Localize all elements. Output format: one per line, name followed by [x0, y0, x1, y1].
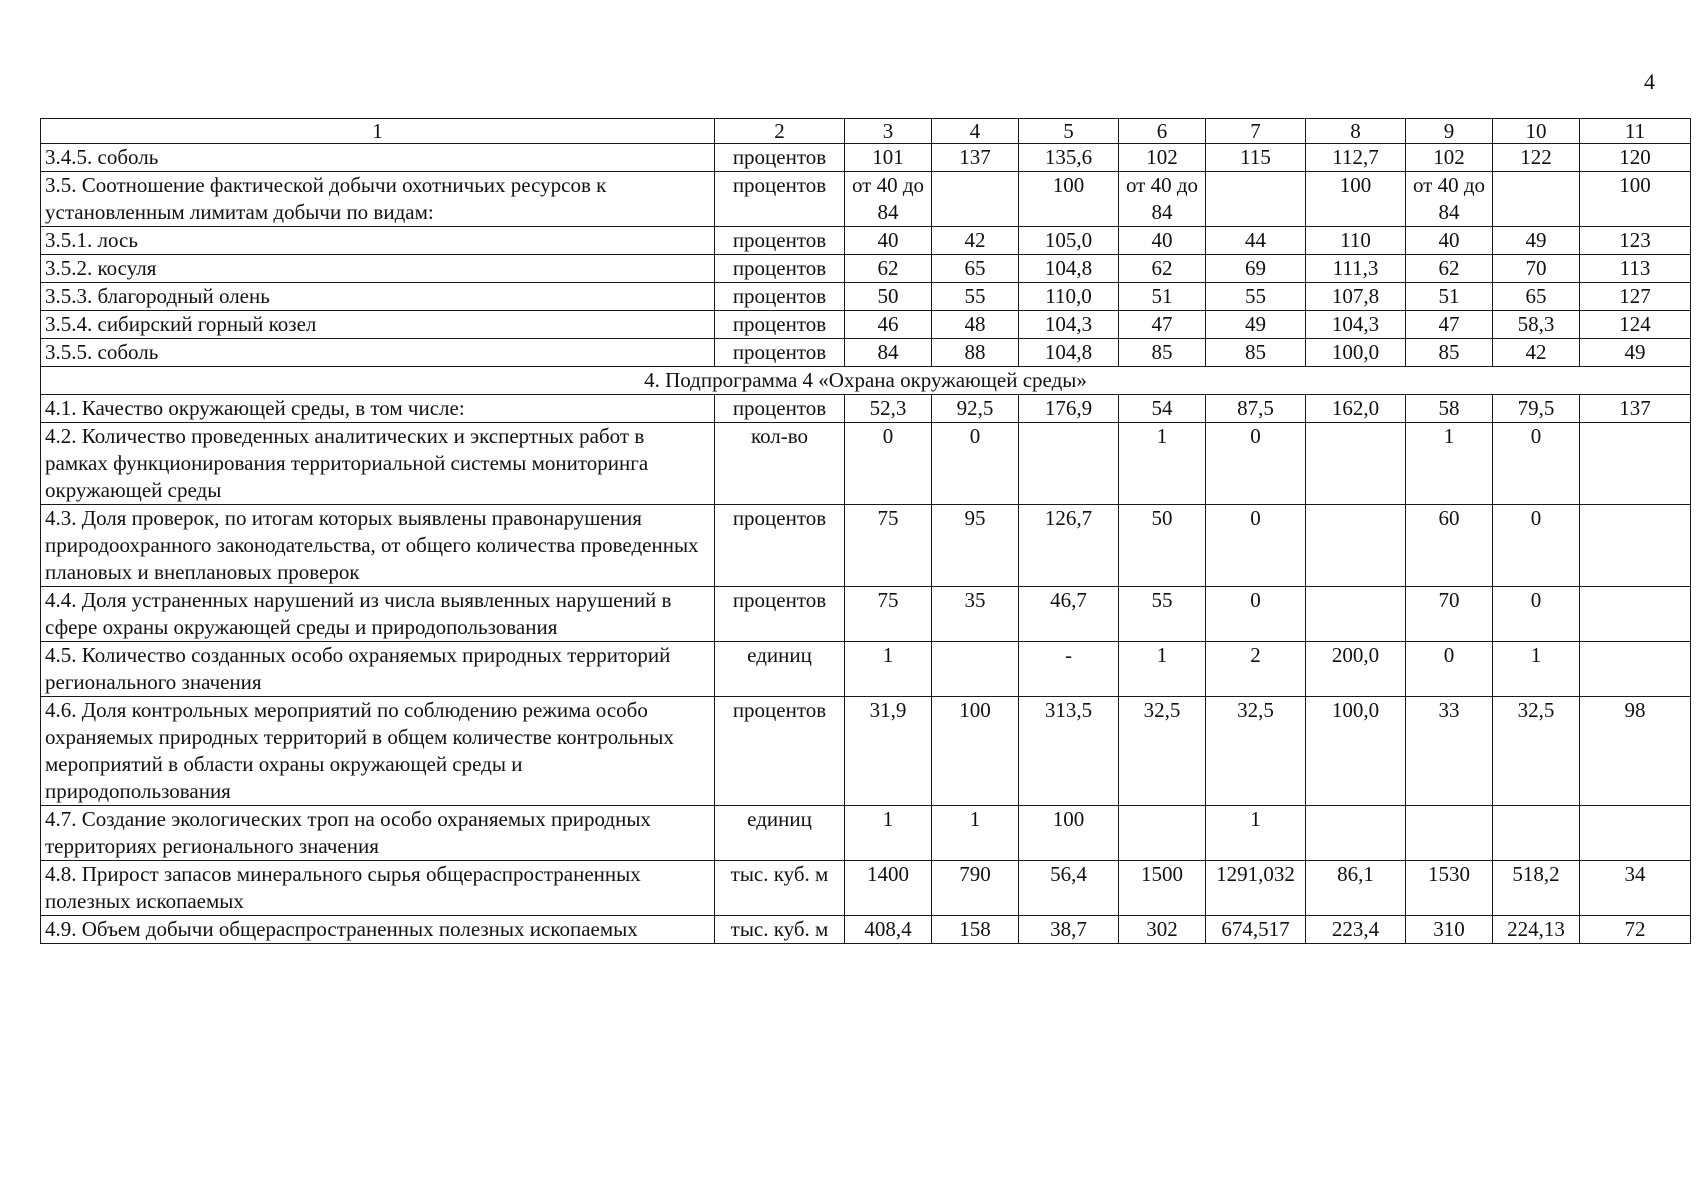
value-cell: 302 [1119, 916, 1206, 944]
value-cell: 105,0 [1019, 227, 1119, 255]
value-cell [1580, 642, 1691, 697]
value-cell [1580, 806, 1691, 861]
indicator-name-cell: 4.5. Количество созданных особо охраняемых природных территорий регионального значения [41, 642, 715, 697]
value-cell: 0 [932, 423, 1019, 505]
value-cell: 70 [1406, 587, 1493, 642]
value-cell [932, 642, 1019, 697]
value-cell: 200,0 [1306, 642, 1406, 697]
value-cell: 102 [1119, 144, 1206, 172]
indicator-name-cell: 4.9. Объем добычи общераспространенных полезных ископаемых [41, 916, 715, 944]
table-row [41, 587, 1691, 642]
value-cell: 42 [932, 227, 1019, 255]
value-cell: 56,4 [1019, 861, 1119, 916]
value-cell: 176,9 [1019, 395, 1119, 423]
indicator-name-cell: 4.3. Доля проверок, по итогам которых выявлены правонарушения природоохранного законодательства, от общего количества проведенных плановых и внеплановых проверок [41, 505, 715, 587]
value-cell: 49 [1493, 227, 1580, 255]
value-cell: 111,3 [1306, 255, 1406, 283]
value-cell: 38,7 [1019, 916, 1119, 944]
header-cell: 7 [1206, 119, 1306, 144]
value-cell: 124 [1580, 311, 1691, 339]
indicator-name-cell: 4.7. Создание экологических троп на особо охраняемых природных территориях регионального значения [41, 806, 715, 861]
value-cell: 104,3 [1306, 311, 1406, 339]
table-row [41, 861, 1691, 916]
value-cell: 58,3 [1493, 311, 1580, 339]
table-row [41, 395, 1691, 423]
section-title: 4. Подпрограмма 4 «Охрана окружающей среды» [41, 367, 1691, 395]
table-row [41, 916, 1691, 944]
value-cell: 50 [1119, 505, 1206, 587]
value-cell: 49 [1580, 339, 1691, 367]
unit-cell: процентов [715, 255, 845, 283]
header-cell: 1 [41, 119, 715, 144]
unit-cell: процентов [715, 587, 845, 642]
value-cell: 113 [1580, 255, 1691, 283]
value-cell [932, 172, 1019, 227]
header-cell: 5 [1019, 119, 1119, 144]
indicator-name-cell: 4.8. Прирост запасов минерального сырья общераспространенных полезных ископаемых [41, 861, 715, 916]
value-cell: 100,0 [1306, 339, 1406, 367]
indicator-name-cell: 3.5. Соотношение фактической добычи охотничьих ресурсов к установленным лимитам добычи по видам: [41, 172, 715, 227]
unit-cell: процентов [715, 505, 845, 587]
header-cell: 4 [932, 119, 1019, 144]
table-row [41, 339, 1691, 367]
value-cell: 40 [1119, 227, 1206, 255]
value-cell: 1291,032 [1206, 861, 1306, 916]
value-cell: 0 [1206, 587, 1306, 642]
value-cell: 0 [1493, 423, 1580, 505]
value-cell [1306, 423, 1406, 505]
value-cell [1580, 587, 1691, 642]
value-cell: 46,7 [1019, 587, 1119, 642]
value-cell: 51 [1406, 283, 1493, 311]
value-cell: 100 [1306, 172, 1406, 227]
unit-cell: кол-во [715, 423, 845, 505]
table-row [41, 283, 1691, 311]
unit-cell: процентов [715, 311, 845, 339]
value-cell: 1 [1206, 806, 1306, 861]
header-cell: 11 [1580, 119, 1691, 144]
value-cell: 87,5 [1206, 395, 1306, 423]
indicator-name-cell: 3.5.5. соболь [41, 339, 715, 367]
value-cell [1206, 172, 1306, 227]
value-cell: 158 [932, 916, 1019, 944]
value-cell: 55 [1119, 587, 1206, 642]
value-cell: 120 [1580, 144, 1691, 172]
value-cell: 1 [1493, 642, 1580, 697]
unit-cell: тыс. куб. м [715, 916, 845, 944]
value-cell: 86,1 [1306, 861, 1406, 916]
value-cell: 62 [1119, 255, 1206, 283]
value-cell: 127 [1580, 283, 1691, 311]
value-cell: 65 [1493, 283, 1580, 311]
header-cell: 9 [1406, 119, 1493, 144]
value-cell: 98 [1580, 697, 1691, 806]
indicator-name-cell: 3.5.3. благородный олень [41, 283, 715, 311]
value-cell: 32,5 [1119, 697, 1206, 806]
indicator-name-cell: 3.5.4. сибирский горный козел [41, 311, 715, 339]
value-cell: 1 [845, 642, 932, 697]
value-cell: 123 [1580, 227, 1691, 255]
indicator-name-cell: 4.1. Качество окружающей среды, в том числе: [41, 395, 715, 423]
value-cell: 1 [845, 806, 932, 861]
value-cell: 88 [932, 339, 1019, 367]
value-cell: 33 [1406, 697, 1493, 806]
table-row [41, 227, 1691, 255]
value-cell: 1 [1406, 423, 1493, 505]
unit-cell: единиц [715, 806, 845, 861]
value-cell: 137 [1580, 395, 1691, 423]
value-cell: 110 [1306, 227, 1406, 255]
indicator-name-cell: 4.4. Доля устраненных нарушений из числа выявленных нарушений в сфере охраны окружающей среды и природопользования [41, 587, 715, 642]
value-cell: 95 [932, 505, 1019, 587]
value-cell [1119, 806, 1206, 861]
value-cell: 47 [1406, 311, 1493, 339]
value-cell: 100,0 [1306, 697, 1406, 806]
value-cell: 1 [932, 806, 1019, 861]
value-cell: 518,2 [1493, 861, 1580, 916]
value-cell: 49 [1206, 311, 1306, 339]
value-cell: 790 [932, 861, 1019, 916]
value-cell [1306, 587, 1406, 642]
value-cell: 32,5 [1206, 697, 1306, 806]
value-cell: 100 [1580, 172, 1691, 227]
value-cell: от 40 до 84 [1406, 172, 1493, 227]
value-cell: 0 [1406, 642, 1493, 697]
value-cell: 35 [932, 587, 1019, 642]
indicator-name-cell: 3.4.5. соболь [41, 144, 715, 172]
unit-cell: процентов [715, 697, 845, 806]
value-cell: 1400 [845, 861, 932, 916]
unit-cell: единиц [715, 642, 845, 697]
header-cell: 2 [715, 119, 845, 144]
value-cell: 46 [845, 311, 932, 339]
section-row [41, 367, 1691, 395]
value-cell: 1 [1119, 642, 1206, 697]
value-cell: 62 [845, 255, 932, 283]
value-cell: 85 [1119, 339, 1206, 367]
value-cell: 104,3 [1019, 311, 1119, 339]
value-cell: 79,5 [1493, 395, 1580, 423]
value-cell: 104,8 [1019, 339, 1119, 367]
value-cell: 0 [1206, 423, 1306, 505]
indicator-name-cell: 3.5.2. косуля [41, 255, 715, 283]
value-cell [1019, 423, 1119, 505]
table-row [41, 806, 1691, 861]
value-cell [1306, 806, 1406, 861]
unit-cell: процентов [715, 395, 845, 423]
value-cell: от 40 до 84 [845, 172, 932, 227]
value-cell: 34 [1580, 861, 1691, 916]
value-cell: 122 [1493, 144, 1580, 172]
value-cell: 100 [1019, 806, 1119, 861]
unit-cell: тыс. куб. м [715, 861, 845, 916]
value-cell: 102 [1406, 144, 1493, 172]
header-row [41, 119, 1691, 144]
value-cell: 137 [932, 144, 1019, 172]
value-cell: 92,5 [932, 395, 1019, 423]
indicator-name-cell: 3.5.1. лось [41, 227, 715, 255]
value-cell: 75 [845, 505, 932, 587]
value-cell [1493, 806, 1580, 861]
value-cell: 112,7 [1306, 144, 1406, 172]
value-cell: 0 [1493, 505, 1580, 587]
header-cell: 3 [845, 119, 932, 144]
value-cell: 51 [1119, 283, 1206, 311]
table-row [41, 144, 1691, 172]
value-cell: 2 [1206, 642, 1306, 697]
value-cell: 32,5 [1493, 697, 1580, 806]
value-cell: 54 [1119, 395, 1206, 423]
value-cell: 223,4 [1306, 916, 1406, 944]
table-row [41, 172, 1691, 227]
value-cell: 1500 [1119, 861, 1206, 916]
unit-cell: процентов [715, 283, 845, 311]
table-row [41, 423, 1691, 505]
value-cell [1493, 172, 1580, 227]
value-cell: 52,3 [845, 395, 932, 423]
value-cell: 1530 [1406, 861, 1493, 916]
value-cell: 115 [1206, 144, 1306, 172]
header-cell: 10 [1493, 119, 1580, 144]
table-row [41, 255, 1691, 283]
header-cell: 8 [1306, 119, 1406, 144]
value-cell: 44 [1206, 227, 1306, 255]
value-cell: 31,9 [845, 697, 932, 806]
table-row [41, 642, 1691, 697]
unit-cell: процентов [715, 227, 845, 255]
value-cell [1580, 423, 1691, 505]
value-cell: - [1019, 642, 1119, 697]
indicator-name-cell: 4.2. Количество проведенных аналитических и экспертных работ в рамках функционирования территориальной системы мониторинга окружающей среды [41, 423, 715, 505]
value-cell: 40 [845, 227, 932, 255]
value-cell: 101 [845, 144, 932, 172]
value-cell: 1 [1119, 423, 1206, 505]
page-number: 4 [1644, 69, 1655, 94]
value-cell: 84 [845, 339, 932, 367]
value-cell: 313,5 [1019, 697, 1119, 806]
value-cell: 104,8 [1019, 255, 1119, 283]
value-cell: 0 [1206, 505, 1306, 587]
value-cell: 55 [1206, 283, 1306, 311]
value-cell: 50 [845, 283, 932, 311]
value-cell: 58 [1406, 395, 1493, 423]
value-cell: 42 [1493, 339, 1580, 367]
table-body [41, 119, 1691, 944]
value-cell: 40 [1406, 227, 1493, 255]
value-cell: 55 [932, 283, 1019, 311]
value-cell: 107,8 [1306, 283, 1406, 311]
value-cell: 126,7 [1019, 505, 1119, 587]
value-cell: 70 [1493, 255, 1580, 283]
value-cell: 100 [932, 697, 1019, 806]
value-cell: 47 [1119, 311, 1206, 339]
indicators-table [40, 118, 1691, 944]
value-cell: 85 [1406, 339, 1493, 367]
value-cell: 100 [1019, 172, 1119, 227]
value-cell: 674,517 [1206, 916, 1306, 944]
value-cell: 135,6 [1019, 144, 1119, 172]
unit-cell: процентов [715, 339, 845, 367]
value-cell: 408,4 [845, 916, 932, 944]
value-cell: 110,0 [1019, 283, 1119, 311]
value-cell: 60 [1406, 505, 1493, 587]
unit-cell: процентов [715, 172, 845, 227]
value-cell [1580, 505, 1691, 587]
indicator-name-cell: 4.6. Доля контрольных мероприятий по соблюдению режима особо охраняемых природных территорий в общем количестве контрольных мероприятий в области охраны окружающей среды и природопользования [41, 697, 715, 806]
value-cell: 0 [845, 423, 932, 505]
value-cell: 62 [1406, 255, 1493, 283]
value-cell: от 40 до 84 [1119, 172, 1206, 227]
value-cell: 0 [1493, 587, 1580, 642]
table-row [41, 697, 1691, 806]
header-cell: 6 [1119, 119, 1206, 144]
value-cell: 65 [932, 255, 1019, 283]
value-cell: 69 [1206, 255, 1306, 283]
value-cell: 72 [1580, 916, 1691, 944]
value-cell: 48 [932, 311, 1019, 339]
value-cell: 224,13 [1493, 916, 1580, 944]
value-cell [1306, 505, 1406, 587]
value-cell: 310 [1406, 916, 1493, 944]
unit-cell: процентов [715, 144, 845, 172]
value-cell: 162,0 [1306, 395, 1406, 423]
value-cell [1406, 806, 1493, 861]
table-row [41, 311, 1691, 339]
table-row [41, 505, 1691, 587]
value-cell: 85 [1206, 339, 1306, 367]
value-cell: 75 [845, 587, 932, 642]
